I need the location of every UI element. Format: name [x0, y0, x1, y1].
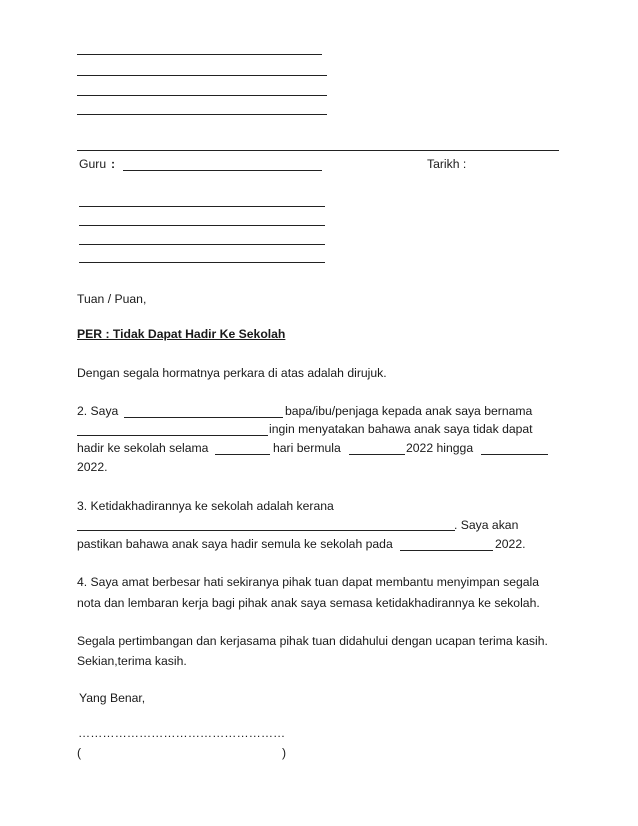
header-separator [77, 150, 559, 151]
salutation: Tuan / Puan, [77, 292, 147, 306]
sender-address-line [77, 95, 327, 96]
child-name-blank [77, 435, 268, 436]
sender-address-line [77, 75, 327, 76]
guru-name-blank [123, 170, 322, 171]
para3-line3-end: 2022. [495, 537, 526, 551]
end-date-blank [481, 454, 548, 455]
intro-text: Dengan segala hormatnya perkara di atas adalah dirujuk. [77, 366, 387, 380]
start-date-blank [349, 454, 405, 455]
return-date-blank [400, 550, 493, 551]
recipient-address-line [79, 225, 325, 226]
reason-blank [77, 530, 455, 531]
subject-heading: PER : Tidak Dapat Hadir Ke Sekolah [77, 327, 286, 341]
parent-name-blank [124, 417, 283, 418]
sender-address-line [77, 114, 327, 115]
para2-line3-a: hadir ke sekolah selama [77, 441, 209, 455]
guru-label: Guru [79, 157, 107, 171]
para2-line3-b: hari bermula [273, 441, 341, 455]
closing-line2: Sekian,terima kasih. [77, 654, 187, 668]
para3-line3-start: pastikan bahawa anak saya hadir semula ke sekolah pada [77, 537, 393, 551]
para4-line1: 4. Saya amat berbesar hati sekiranya pihak tuan dapat membantu menyimpan segala [77, 575, 540, 589]
para3-line1: 3. Ketidakhadirannya ke sekolah adalah kerana [77, 499, 334, 513]
sender-address-line [77, 54, 322, 55]
para2-line4: 2022. [77, 460, 108, 474]
para2-line1-end: bapa/ibu/penjaga kepada anak saya bernama [285, 404, 533, 418]
recipient-address-line [79, 262, 325, 263]
recipient-address-line [79, 206, 325, 207]
tarikh-label: Tarikh : [427, 157, 467, 171]
para4-line2: nota dan lembaran kerja bagi pihak anak saya semasa ketidakhadirannya ke sekolah. [77, 596, 540, 610]
name-close-paren: ) [282, 746, 287, 760]
guru-colon: : [111, 157, 116, 171]
recipient-address-line [79, 244, 325, 245]
signoff: Yang Benar, [79, 691, 146, 705]
para2-line1-start: 2. Saya [77, 404, 119, 418]
signature-dots: …………………………………………… [78, 726, 286, 740]
name-open-paren: ( [77, 746, 82, 760]
closing-line1: Segala pertimbangan dan kerjasama pihak tuan didahului dengan ucapan terima kasih. [77, 634, 548, 648]
para2-line3-c: 2022 hingga [406, 441, 474, 455]
para2-line2-end: ingin menyatakan bahawa anak saya tidak dapat [269, 422, 533, 436]
days-blank [215, 454, 270, 455]
para3-line2-end: . Saya akan [454, 518, 519, 532]
